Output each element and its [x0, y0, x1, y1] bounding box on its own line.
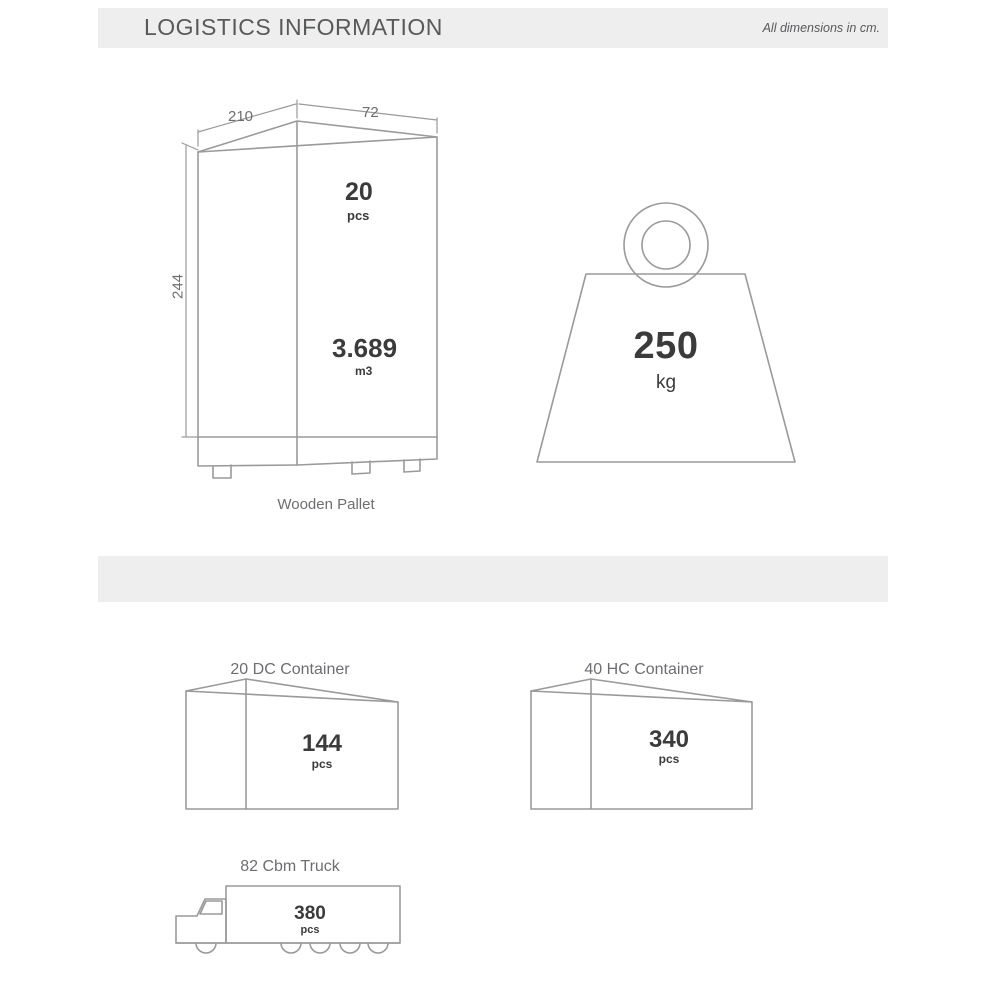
- truck-wheel-3: [310, 943, 330, 953]
- container-20dc-unit: pcs: [311, 757, 333, 771]
- pallet-volume-unit: m3: [355, 364, 373, 378]
- truck-wheel-1: [196, 943, 216, 953]
- truck-window: [200, 901, 222, 914]
- weight-ring-inner: [642, 221, 690, 269]
- pallet-foot-2: [352, 461, 370, 474]
- weight-body: [537, 274, 795, 462]
- pallet-dim-210: 210: [228, 108, 254, 125]
- weight-value: 250: [633, 325, 699, 367]
- page-title: LOGISTICS INFORMATION: [144, 14, 443, 40]
- container-40hc-value: 340: [648, 726, 690, 753]
- truck-value: 380: [294, 903, 326, 924]
- pallet-front-face: [198, 137, 437, 437]
- weight-ring-outer: [624, 203, 708, 287]
- pallet-top-face: [198, 121, 437, 152]
- pallet-base-left: [198, 437, 297, 466]
- weight-unit: kg: [655, 372, 677, 393]
- container-20dc-top: [186, 679, 398, 702]
- truck-unit: pcs: [300, 924, 320, 936]
- pallet-pieces-value: 20: [345, 178, 373, 206]
- truck-cab: [176, 899, 226, 943]
- pallet-dim-72: 72: [362, 104, 379, 121]
- container-40hc-top: [531, 679, 752, 702]
- pallet-pieces-unit: pcs: [347, 208, 370, 223]
- pallet-volume-value: 3.689: [332, 333, 398, 363]
- truck-wheel-4: [340, 943, 360, 953]
- truck-wheel-5: [368, 943, 388, 953]
- container-40hc-title: 40 HC Container: [584, 661, 704, 678]
- truck-title: 82 Cbm Truck: [240, 858, 340, 875]
- section-divider-band: [98, 556, 888, 602]
- pallet-dim-244: 244: [169, 273, 187, 300]
- pallet-foot-1: [213, 465, 231, 478]
- truck-wheel-2: [281, 943, 301, 953]
- pallet-caption: Wooden Pallet: [277, 496, 375, 513]
- container-20dc-title: 20 DC Container: [230, 661, 350, 678]
- dimensions-note: All dimensions in cm.: [762, 21, 880, 35]
- pallet-base-right: [297, 437, 437, 465]
- pallet-foot-3: [404, 459, 420, 472]
- dim-tick-top: [182, 143, 198, 150]
- container-40hc-unit: pcs: [658, 752, 680, 766]
- container-20dc-value: 144: [301, 730, 343, 757]
